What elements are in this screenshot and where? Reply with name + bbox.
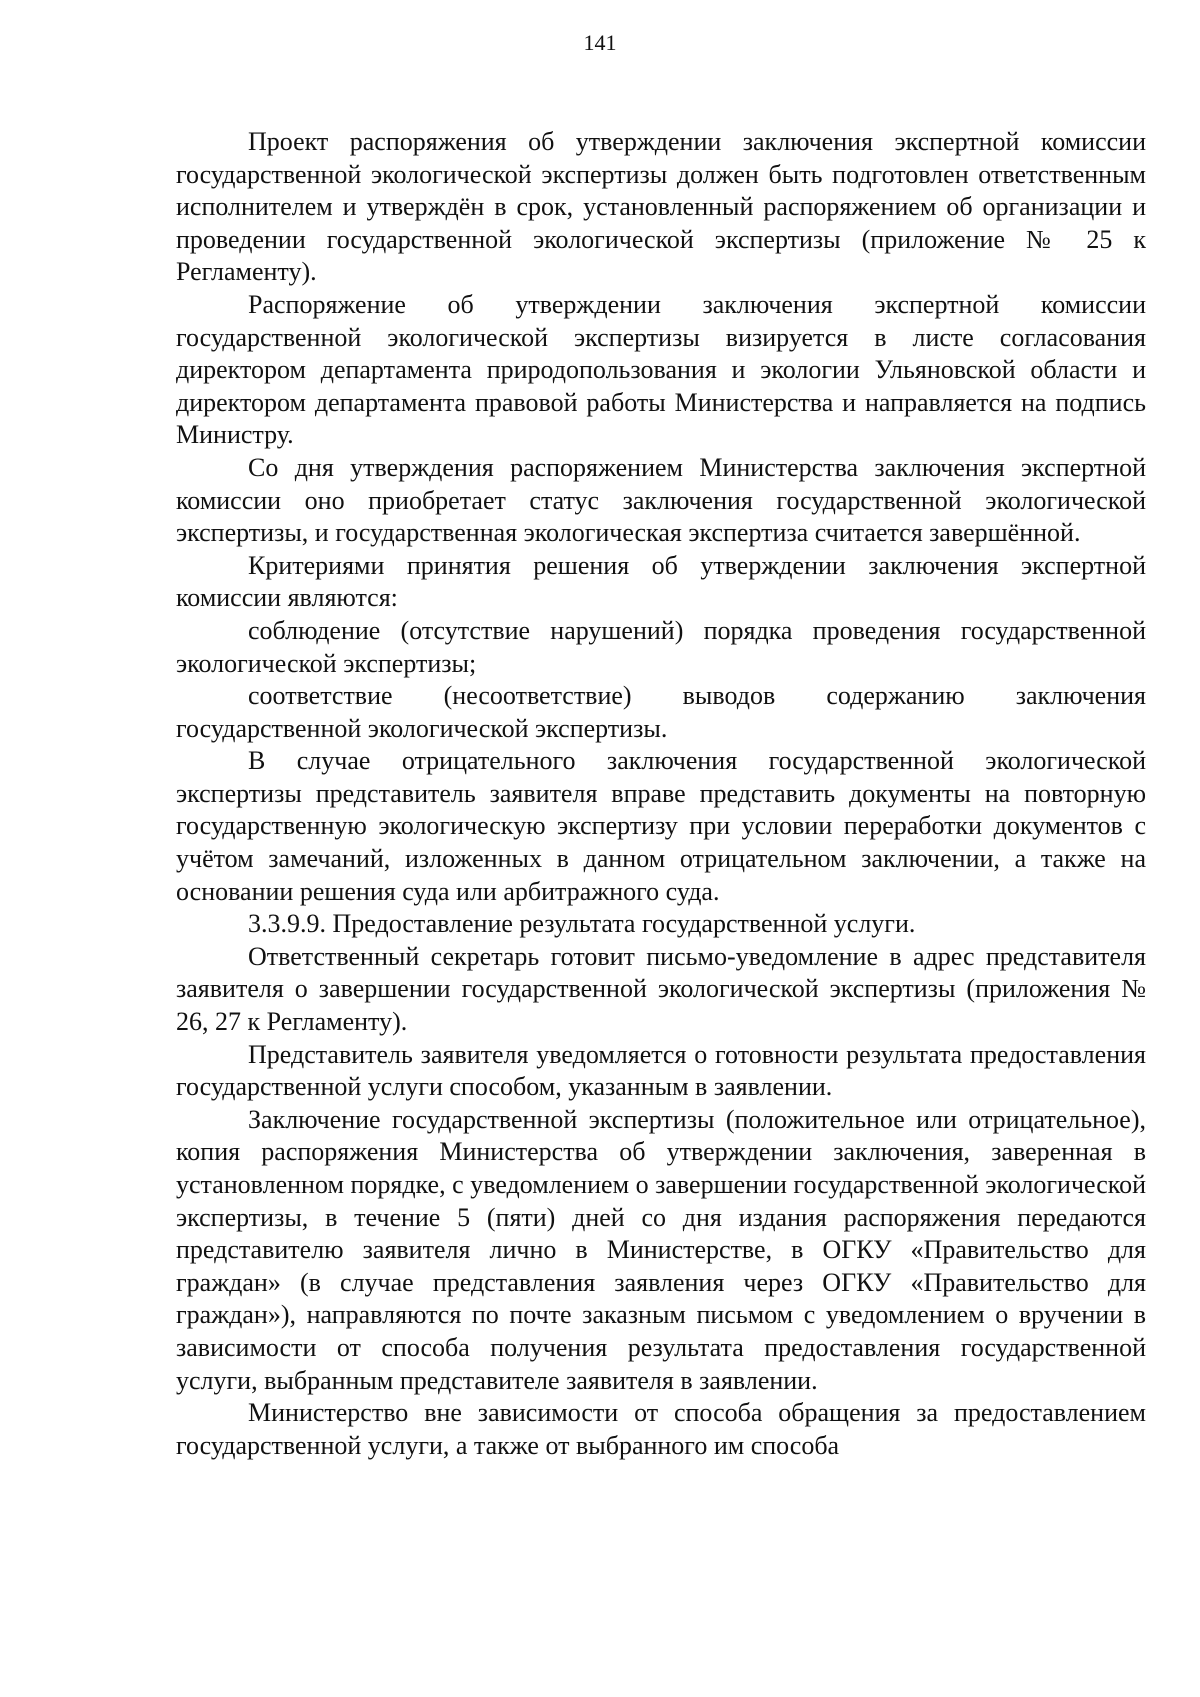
- paragraph-status: Со дня утверждения распоряжением Министерства заключения экспертной комиссии оно приобретает статус заключения государственной экологической экспертизы, и государственная экологическая экспертиза считается завершённой.: [176, 452, 1146, 548]
- paragraph-ministry: Министерство вне зависимости от способа обращения за предоставлением государственной услуги, а также от выбранного им способа: [176, 1398, 1146, 1460]
- paragraph-delivery: Заключение государственной экспертизы (положительное или отрицательное), копия распоряжения Министерства об утверждении заключения, заверенная в установленном порядке, с уведомлением о завершении государственной экологической экспертизы, в течение 5 (пяти) дней со дня издания распоряжения передаются представителю заявителя лично в Министерстве, в ОГКУ «Правительство для граждан» (в случае представления заявления через ОГКУ «Правительство для граждан»), направляются по почте заказным письмом с уведомлением о вручении в зависимости от способа получения результата предоставления государственной услуги, выбранным представителе заявителя в заявлении.: [176, 1104, 1146, 1395]
- paragraph-order-approval: Распоряжение об утверждении заключения экспертной комиссии государственной экологической экспертизы визируется в листе согласования директором департамента природопользования и экологии Ульяновской области и директором департамента правовой работы Министерства и направляется на подпись Министру.: [176, 289, 1146, 450]
- page-number: 141: [583, 30, 617, 55]
- section-heading: 3.3.9.9. Предоставление результата государственной услуги.: [248, 909, 916, 939]
- paragraph-applicant-notified: Представитель заявителя уведомляется о готовности результата предоставления государственной услуги способом, указанным в заявлении.: [176, 1039, 1146, 1102]
- paragraph-order-draft: Проект распоряжения об утверждении заключения экспертной комиссии государственной экологической экспертизы должен быть подготовлен ответственным исполнителем и утверждён в срок, установленный распоряжением об организации и проведении государственной экологической экспертизы (приложение № 25 к Регламенту).: [176, 127, 1146, 287]
- paragraph-negative-conclusion: В случае отрицательного заключения государственной экологической экспертизы представитель заявителя вправе представить документы на повторную государственную экологическую экспертизу при условии переработки документов с учётом замечаний, изложенных в данном отрицательном заключении, а также на основании решения суда или арбитражного суда.: [176, 746, 1146, 906]
- paragraph-criteria: Критериями принятия решения об утверждении заключения экспертной комиссии являются:: [176, 550, 1146, 613]
- document-body: [176, 126, 1146, 1462]
- criteria-item-compliance: соблюдение (отсутствие нарушений) порядка проведения государственной экологической экспертизы;: [176, 615, 1146, 678]
- criteria-item-conformity: соответствие (несоответствие) выводов содержанию заключения государственной экологической экспертизы.: [176, 681, 1146, 743]
- paragraph-notification-letter: Ответственный секретарь готовит письмо-уведомление в адрес представителя заявителя о завершении государственной экологической экспертизы (приложения № 26, 27 к Регламенту).: [176, 941, 1146, 1037]
